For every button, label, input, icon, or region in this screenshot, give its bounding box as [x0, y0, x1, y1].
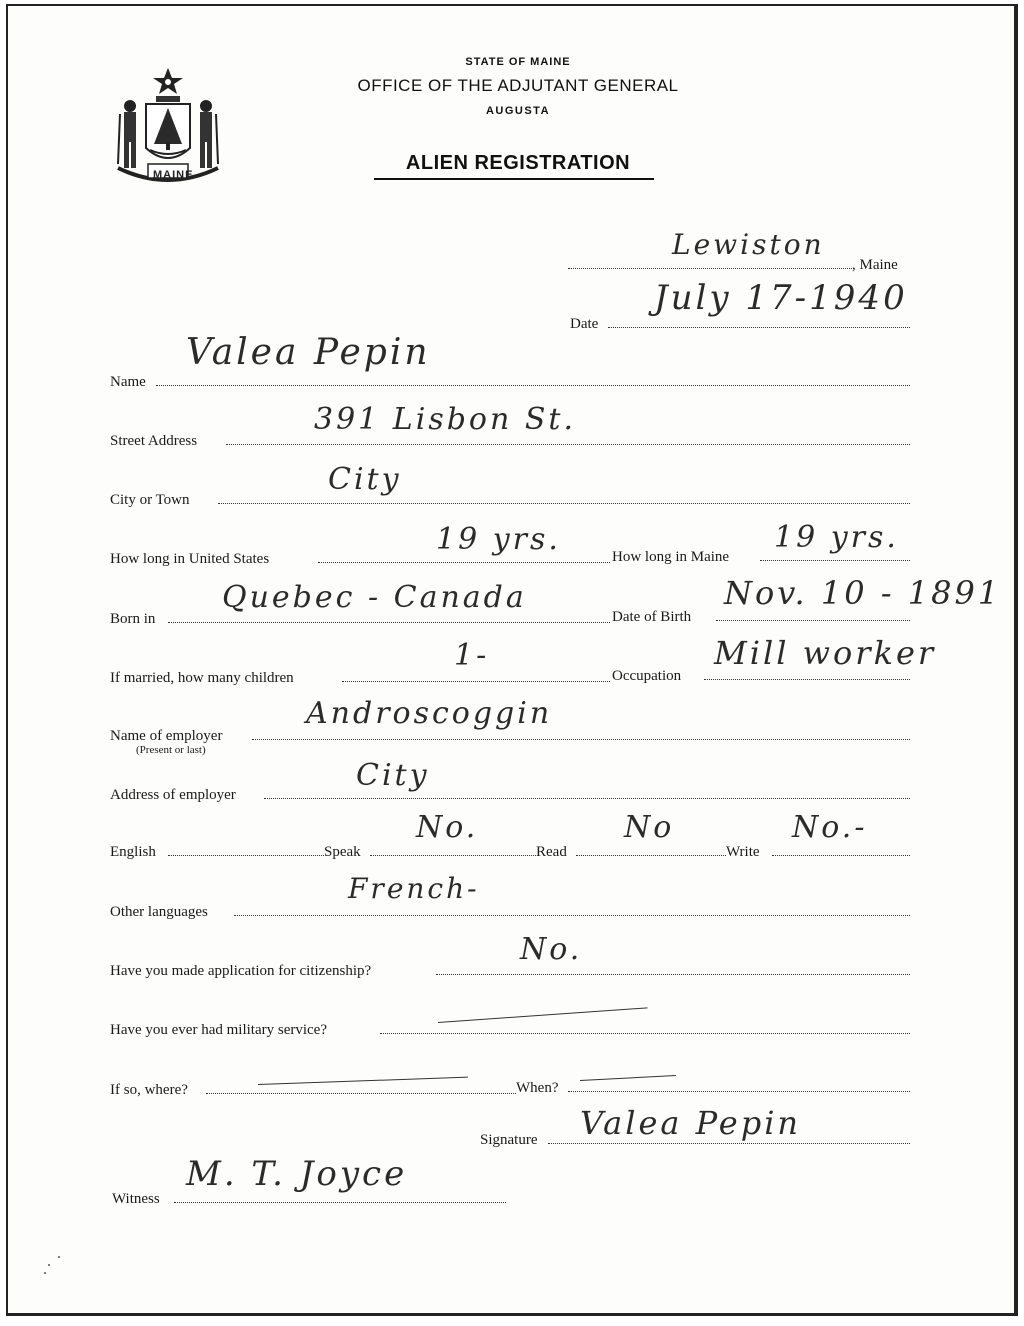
- date-of-birth-value: Nov. 10 - 1891: [724, 574, 1002, 612]
- seal-label: MAINE: [153, 169, 194, 181]
- occupation-line: [704, 679, 910, 680]
- signature-label: Signature: [480, 1132, 538, 1148]
- witness-line: [174, 1202, 506, 1203]
- employer-note: (Present or last): [136, 744, 206, 756]
- how-long-maine-value: 19 yrs.: [774, 520, 899, 555]
- where-line: [206, 1093, 516, 1094]
- name-value: Valea Pepin: [186, 332, 431, 373]
- date-of-birth-label: Date of Birth: [612, 609, 692, 625]
- english-label: English: [110, 844, 156, 860]
- city-heading: AUGUSTA: [485, 105, 551, 117]
- signature-line: [548, 1143, 910, 1144]
- place-suffix-label: , Maine: [852, 257, 898, 273]
- city-town-line: [218, 503, 910, 504]
- citizenship-value: No.: [520, 932, 583, 967]
- date-of-birth-line: [716, 620, 910, 621]
- employer-line: [252, 739, 910, 740]
- other-languages-label: Other languages: [110, 904, 208, 920]
- state-heading: STATE OF MAINE: [465, 56, 571, 68]
- born-in-line: [168, 622, 610, 623]
- military-dash-mark: [438, 1007, 648, 1023]
- how-long-maine-label: How long in Maine: [612, 549, 730, 565]
- citizenship-label: Have you made application for citizenship?: [110, 963, 372, 979]
- speak-line: [370, 855, 536, 856]
- english-line: [168, 855, 324, 856]
- read-label: Read: [536, 844, 567, 860]
- when-dash-mark: [580, 1075, 676, 1081]
- employer-address-value: City: [356, 758, 430, 793]
- other-languages-value: French-: [348, 872, 480, 905]
- where-label: If so, where?: [110, 1082, 188, 1098]
- witness-label: Witness: [112, 1191, 160, 1207]
- witness-value: M. T. Joyce: [186, 1154, 408, 1194]
- street-address-value: 391 Lisbon St.: [314, 402, 576, 437]
- born-in-label: Born in: [110, 611, 156, 627]
- paper-speck: [44, 1272, 46, 1274]
- occupation-label: Occupation: [612, 668, 682, 684]
- children-value: 1-: [454, 638, 490, 673]
- occupation-value: Mill worker: [714, 634, 937, 672]
- born-in-value: Quebec - Canada: [222, 580, 527, 615]
- employer-value: Androscoggin: [306, 696, 553, 731]
- paper-speck: [58, 1256, 60, 1258]
- signature-value: Valea Pepin: [580, 1104, 802, 1142]
- when-label: When?: [516, 1080, 559, 1096]
- how-long-us-line: [318, 562, 610, 563]
- place-line: [568, 268, 852, 269]
- form-title: ALIEN REGISTRATION: [405, 152, 631, 174]
- paper-speck: [48, 1264, 50, 1266]
- military-label: Have you ever had military service?: [110, 1022, 327, 1038]
- write-line: [772, 855, 910, 856]
- children-label: If married, how many children: [110, 670, 294, 686]
- date-label: Date: [570, 316, 599, 332]
- speak-value: No.: [416, 810, 479, 845]
- employer-label: Name of employer: [110, 728, 223, 744]
- other-languages-line: [234, 915, 910, 916]
- write-value: No.-: [792, 810, 868, 845]
- office-heading: OFFICE OF THE ADJUTANT GENERAL: [357, 76, 679, 95]
- street-address-line: [226, 444, 910, 445]
- read-value: No: [624, 810, 675, 845]
- name-label: Name: [110, 374, 146, 390]
- place-value: Lewiston: [672, 228, 825, 261]
- when-line: [568, 1091, 910, 1092]
- registration-form: [6, 4, 1018, 1316]
- military-line: [380, 1033, 910, 1034]
- how-long-us-value: 19 yrs.: [436, 522, 561, 557]
- write-label: Write: [726, 844, 760, 860]
- citizenship-line: [436, 974, 910, 975]
- date-value: July 17-1940: [654, 278, 908, 318]
- street-address-label: Street Address: [110, 433, 198, 449]
- name-line: [156, 385, 910, 386]
- how-long-maine-line: [760, 560, 910, 561]
- city-town-value: City: [328, 462, 402, 497]
- title-underline: [374, 178, 654, 180]
- employer-address-label: Address of employer: [110, 787, 236, 803]
- children-line: [342, 681, 610, 682]
- how-long-us-label: How long in United States: [110, 551, 270, 567]
- city-town-label: City or Town: [110, 492, 190, 508]
- where-dash-mark: [258, 1077, 468, 1085]
- employer-address-line: [264, 798, 910, 799]
- read-line: [576, 855, 726, 856]
- speak-label: Speak: [324, 844, 361, 860]
- date-line: [608, 327, 910, 328]
